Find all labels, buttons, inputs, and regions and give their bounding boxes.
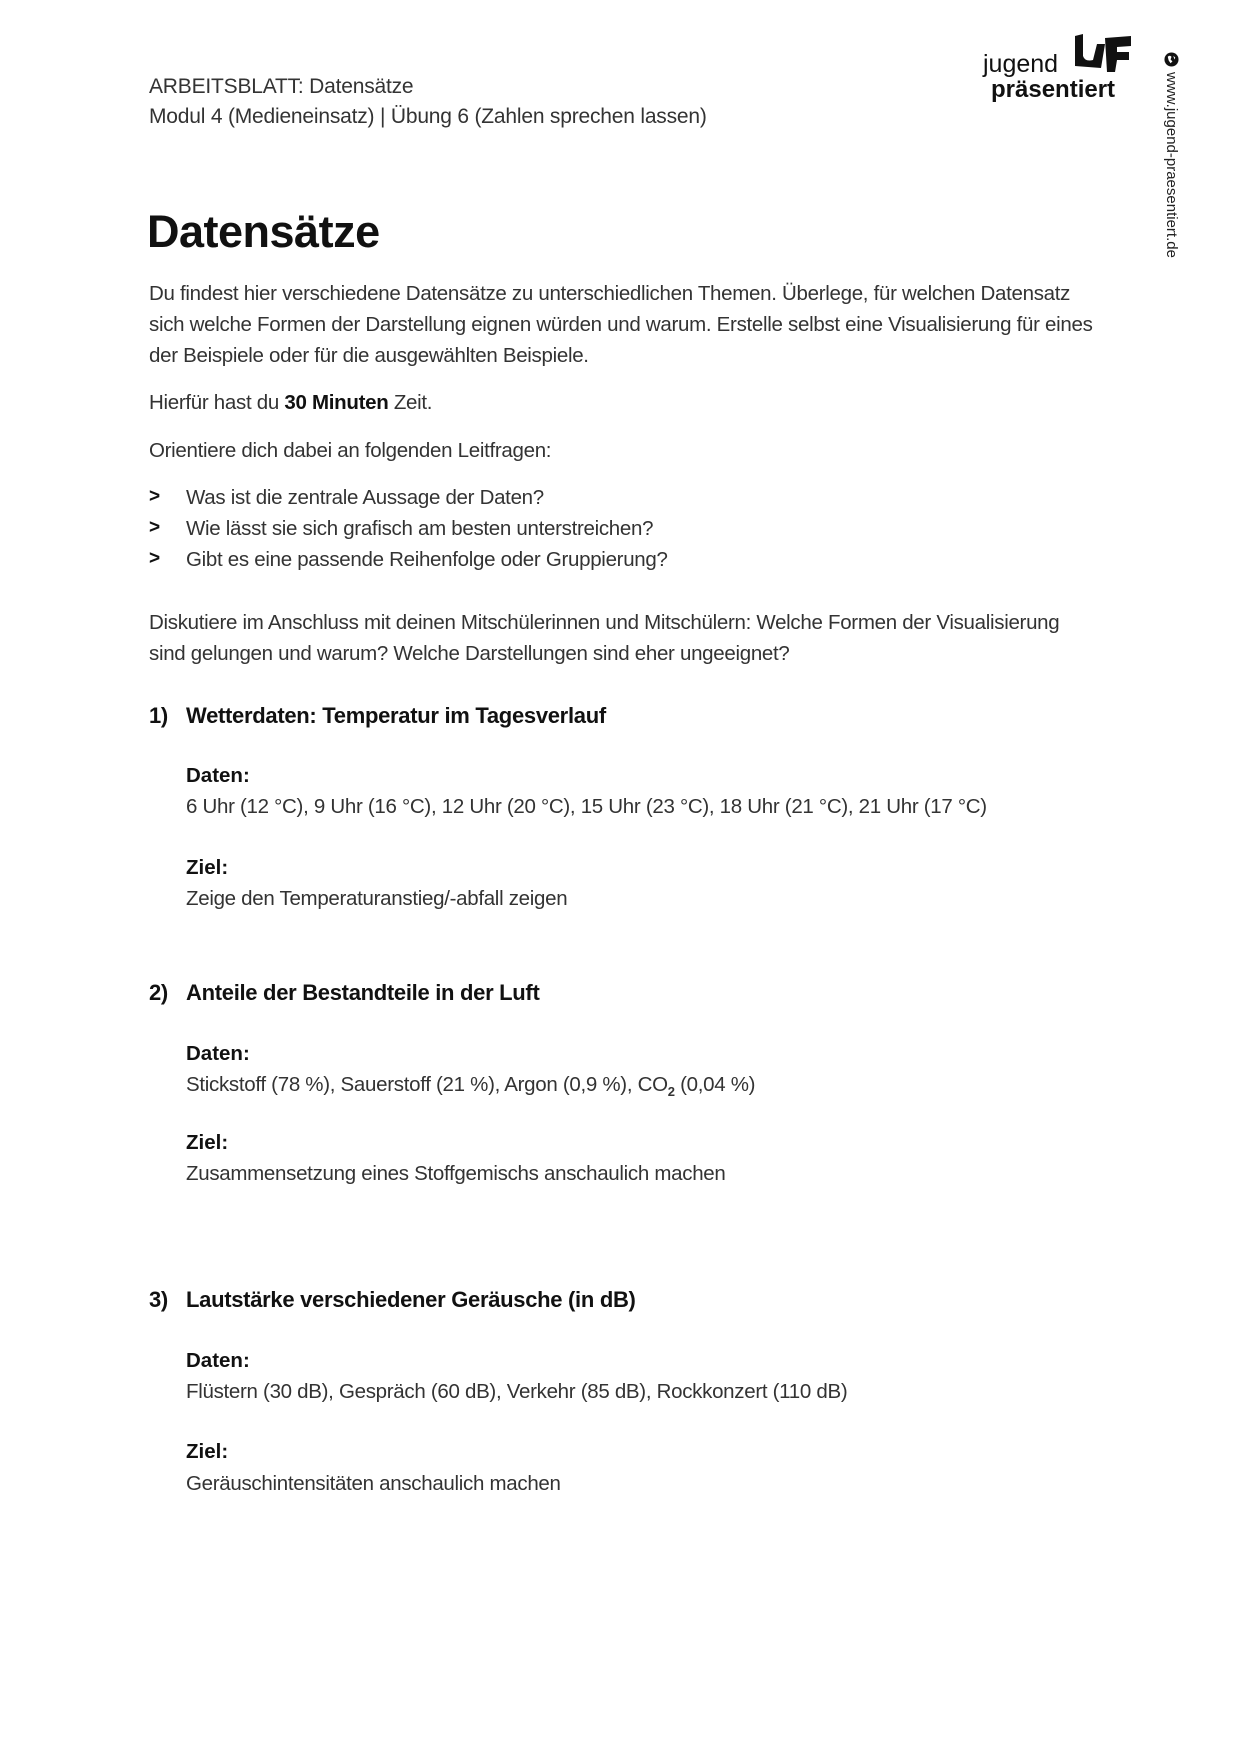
discussion-paragraph: Diskutiere im Anschluss mit deinen Mitschülerinnen und Mitschülern: Welche Formen der Visualisierung sind gelungen und warum? Welche Darstellungen sind eher ungeeignet? xyxy=(149,611,1060,665)
section-2-goal: Zusammensetzung eines Stoffgemischs anschaulich machen xyxy=(186,1162,726,1185)
chevron-right-icon: > xyxy=(149,486,161,507)
time-duration: 30 Minuten xyxy=(284,391,389,414)
page-title: Datensätze xyxy=(147,206,380,257)
website-url: www.jugend-praesentiert.de xyxy=(1163,72,1180,258)
section-2-data xyxy=(186,1069,1136,1107)
section-3-data-label: Daten: xyxy=(186,1349,250,1372)
website-link[interactable] xyxy=(1163,52,1180,258)
section-2-number: 2) xyxy=(149,980,168,1005)
section-2-data-post: (0,04 %) xyxy=(674,1073,756,1096)
chevron-right-icon: > xyxy=(149,517,161,538)
section-3-heading: Lautstärke verschiedener Geräusche (in dB) xyxy=(186,1287,636,1312)
section-1-data-label: Daten: xyxy=(186,764,250,787)
section-3-goal-label: Ziel: xyxy=(186,1440,229,1463)
section-2-goal-label: Ziel: xyxy=(186,1131,229,1154)
guide-question: Gibt es eine passende Reihenfolge oder Gruppierung? xyxy=(186,548,668,571)
section-1-goal-label: Ziel: xyxy=(186,856,229,879)
section-2-heading: Anteile der Bestandteile in der Luft xyxy=(186,980,540,1005)
logo xyxy=(983,30,1133,110)
guide-question: Was ist die zentrale Aussage der Daten? xyxy=(186,486,544,509)
section-1-heading: Wetterdaten: Temperatur im Tagesverlauf xyxy=(186,703,606,728)
header-line-1: ARBEITSBLATT: Datensätze xyxy=(149,75,414,98)
section-3-data: Flüstern (30 dB), Gespräch (60 dB), Verkehr (85 dB), Rockkonzert (110 dB) xyxy=(186,1380,848,1403)
section-1-data: 6 Uhr (12 °C), 9 Uhr (16 °C), 12 Uhr (20 °C), 15 Uhr (23 °C), 18 Uhr (21 °C), 21 Uhr (17 °C) xyxy=(186,795,987,818)
section-1-goal: Zeige den Temperaturanstieg/-abfall zeigen xyxy=(186,887,568,910)
time-suffix: Zeit. xyxy=(388,391,433,414)
time-prefix: Hierfür hast du xyxy=(149,391,285,414)
section-2-data-pre: Stickstoff (78 %), Sauerstoff (21 %), Argon (0,9 %), CO xyxy=(186,1073,668,1096)
section-2-data-label: Daten: xyxy=(186,1042,250,1065)
section-3-goal: Geräuschintensitäten anschaulich machen xyxy=(186,1472,561,1495)
section-2-data-sub: 2 xyxy=(667,1084,675,1100)
intro-paragraph: Du findest hier verschiedene Datensätze zu unterschiedlichen Themen. Überlege, für welchen Datensatz sich welche Formen der Darstellung eignen würden und warum. Erstelle selbst eine Visualisierung für eines der Beispiele oder für die ausgewählten Beispiele. xyxy=(149,282,1093,367)
header-line-2: Modul 4 (Medieneinsatz) | Übung 6 (Zahlen sprechen lassen) xyxy=(149,105,707,128)
logo-word-jugend: jugend xyxy=(983,50,1059,78)
chevron-right-icon: > xyxy=(149,548,161,569)
time-note xyxy=(149,387,1099,418)
globe-icon xyxy=(1164,52,1179,67)
section-1-number: 1) xyxy=(149,703,168,728)
logo-word-praesentiert: präsentiert xyxy=(991,76,1116,103)
section-3-number: 3) xyxy=(149,1287,168,1312)
logo-mark-icon xyxy=(1071,30,1133,76)
guide-intro: Orientiere dich dabei an folgenden Leitfragen: xyxy=(149,439,552,462)
guide-question: Wie lässt sie sich grafisch am besten unterstreichen? xyxy=(186,517,654,540)
